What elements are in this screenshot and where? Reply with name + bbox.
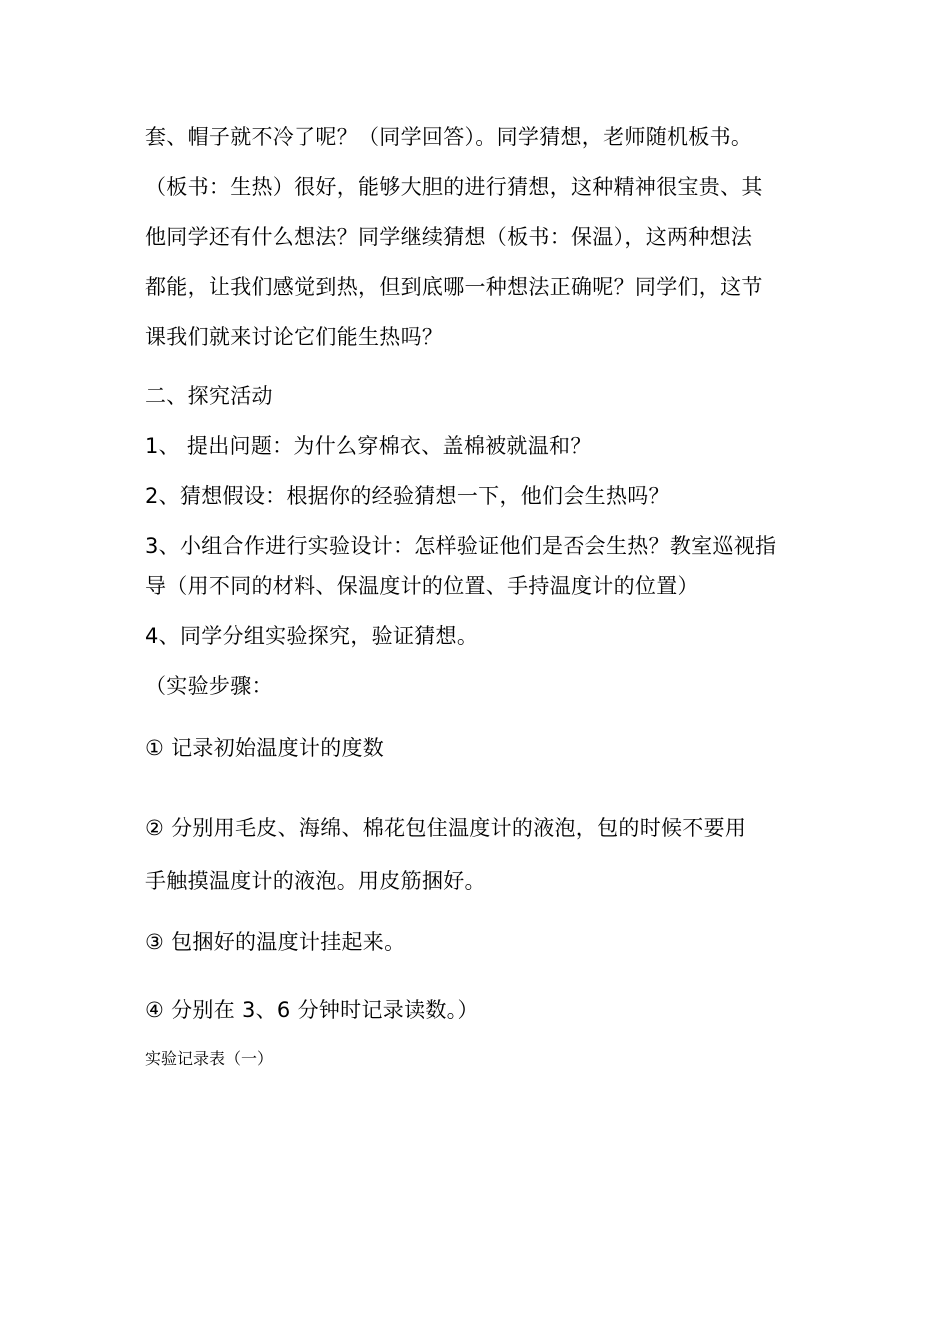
- step-1: ① 记录初始温度计的度数: [145, 736, 385, 760]
- section-item-2: 2、猜想假设：根据你的经验猜想一下，他们会生热吗？: [145, 484, 670, 508]
- section-item-1: 1、 提出问题：为什么穿棉衣、盖棉被就温和？: [145, 434, 592, 458]
- section-item-4: 4、同学分组实验探究，验证猜想。: [145, 624, 479, 648]
- intro-line-4: 都能，让我们感觉到热，但到底哪一种想法正确呢？同学们，这节: [145, 275, 763, 299]
- section-item-3: 3、小组合作进行实验设计：怎样验证他们是否会生热？教室巡视指: [145, 534, 777, 558]
- steps-heading: （实验步骤：: [145, 674, 273, 698]
- intro-line-1: 套、帽子就不冷了呢？（同学回答）。同学猜想，老师随机板书。: [145, 125, 753, 149]
- step-3: ③ 包捆好的温度计挂起来。: [145, 930, 406, 954]
- step-2: ② 分别用毛皮、海绵、棉花包住温度计的液泡，包的时候不要用: [145, 816, 747, 840]
- intro-line-2: （板书：生热）很好，能够大胆的进行猜想，这种精神很宝贵、其: [145, 175, 763, 199]
- section-item-3-continued: 导（用不同的材料、保温度计的位置、手持温度计的位置）: [145, 574, 699, 598]
- step-2-continued: 手触摸温度计的液泡。用皮筋捆好。: [145, 869, 486, 893]
- table-caption: 实验记录表（一）: [145, 1049, 274, 1068]
- step-4: ④ 分别在 3、6 分钟时记录读数。）: [145, 998, 479, 1022]
- section-heading: 二、探究活动: [145, 384, 273, 408]
- intro-line-5: 课我们就来讨论它们能生热吗？: [145, 325, 444, 349]
- intro-line-3: 他同学还有什么想法？同学继续猜想（板书：保温），这两种想法: [145, 225, 753, 249]
